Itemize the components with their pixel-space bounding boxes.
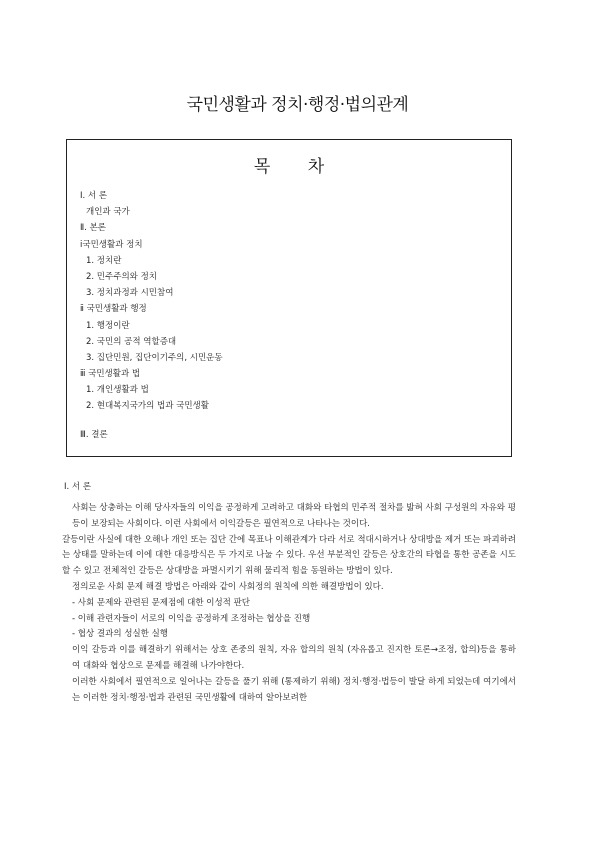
- toc-item[interactable]: 3. 집단민원, 집단이기주의, 시민운동: [86, 352, 223, 363]
- toc-item[interactable]: 2. 민주주의와 정치: [86, 271, 157, 282]
- toc-item[interactable]: Ⅱ. 본론: [80, 223, 107, 234]
- toc-item[interactable]: 개인과 국가: [86, 207, 130, 218]
- toc-item[interactable]: Ⅰ. 서 론: [80, 191, 108, 201]
- page-title: 국민생활과 정치·행정·법의관계: [186, 95, 409, 115]
- toc-item[interactable]: 2. 현대복지국가의 법과 국민생활: [86, 401, 209, 412]
- toc-item[interactable]: Ⅲ. 결론: [80, 429, 108, 440]
- paragraph: - 사회 문제와 관련된 문제점에 대한 이성적 판단: [72, 597, 250, 608]
- paragraph: - 협상 결과의 성실한 실행: [72, 629, 168, 640]
- toc-item[interactable]: 1. 개인생활과 법: [86, 385, 149, 396]
- toc-item[interactable]: ⅱ 국민생활과 행정: [80, 304, 147, 315]
- paragraph: 이러한 사회에서 필연적으로 일어나는 갈등을 풀기 위해 (통제하기 위해) 정치·행정·법등이 발달 하게 되었는데 여기에서는 이러한 정치·행정·법과 관련된 국민생활에 대하여 알아보려한: [72, 676, 516, 703]
- toc-item[interactable]: 3. 정치과정과 시민참여: [86, 288, 174, 299]
- section-heading: Ⅰ. 서 론: [64, 482, 92, 492]
- toc-item[interactable]: 1. 정치란: [86, 255, 122, 266]
- toc-item[interactable]: 1. 행정이란: [86, 320, 130, 331]
- paragraph: 갈등이란 사실에 대한 오해나 개인 또는 집단 간에 목표나 이해관계가 다라 서로 적대시하거나 상대방을 제거 또는 파괴하려는 상태를 말하는데 이에 대한 대응방식은 두 가지로 나눌 수 있다. 우선 부분적인 갈등은 상호간의 타협을 통한 공존을 시도할 수 있고 전체적인 갈등은 상대방을 파멸시키기 위해 물리적 힘을 동원하는 방법이 있다.: [62, 534, 516, 577]
- toc-item[interactable]: 2. 국민의 공적 역할증대: [86, 336, 177, 347]
- paragraph: - 이해 관련자들이 서로의 이익을 공정하게 조정하는 협상을 진행: [72, 613, 311, 624]
- paragraph: 사회는 상충하는 이해 당사자들의 이익을 공정하게 고려하고 대화와 타협의 민주적 절차를 밟혀 사회 구성원의 자유와 평등이 보장되는 사회이다. 이런 사회에서 이익갈등은 필연적으로 나타나는 것이다.: [72, 503, 516, 529]
- paragraph: 정의로운 사회 문제 해결 방법은 아래와 같이 사회정의 원칙에 의한 해결방법이 있다.: [72, 581, 384, 592]
- toc-heading: 목 차: [253, 157, 341, 177]
- toc-item[interactable]: ⅰ국민생활과 정치: [80, 239, 143, 250]
- toc-list: [80, 188, 501, 443]
- toc-item[interactable]: ⅲ 국민생활과 법: [80, 369, 141, 380]
- paragraph: 이익 갈등과 이를 해결하기 위해서는 상호 존중의 원칙, 자유 합의의 원칙 (자유롭고 진지한 토론→조정, 합의)등을 통하여 대화와 협상으로 문제를 해결해 나가야한다.: [72, 645, 516, 671]
- table-of-contents: [66, 139, 512, 457]
- section-body: [62, 501, 516, 706]
